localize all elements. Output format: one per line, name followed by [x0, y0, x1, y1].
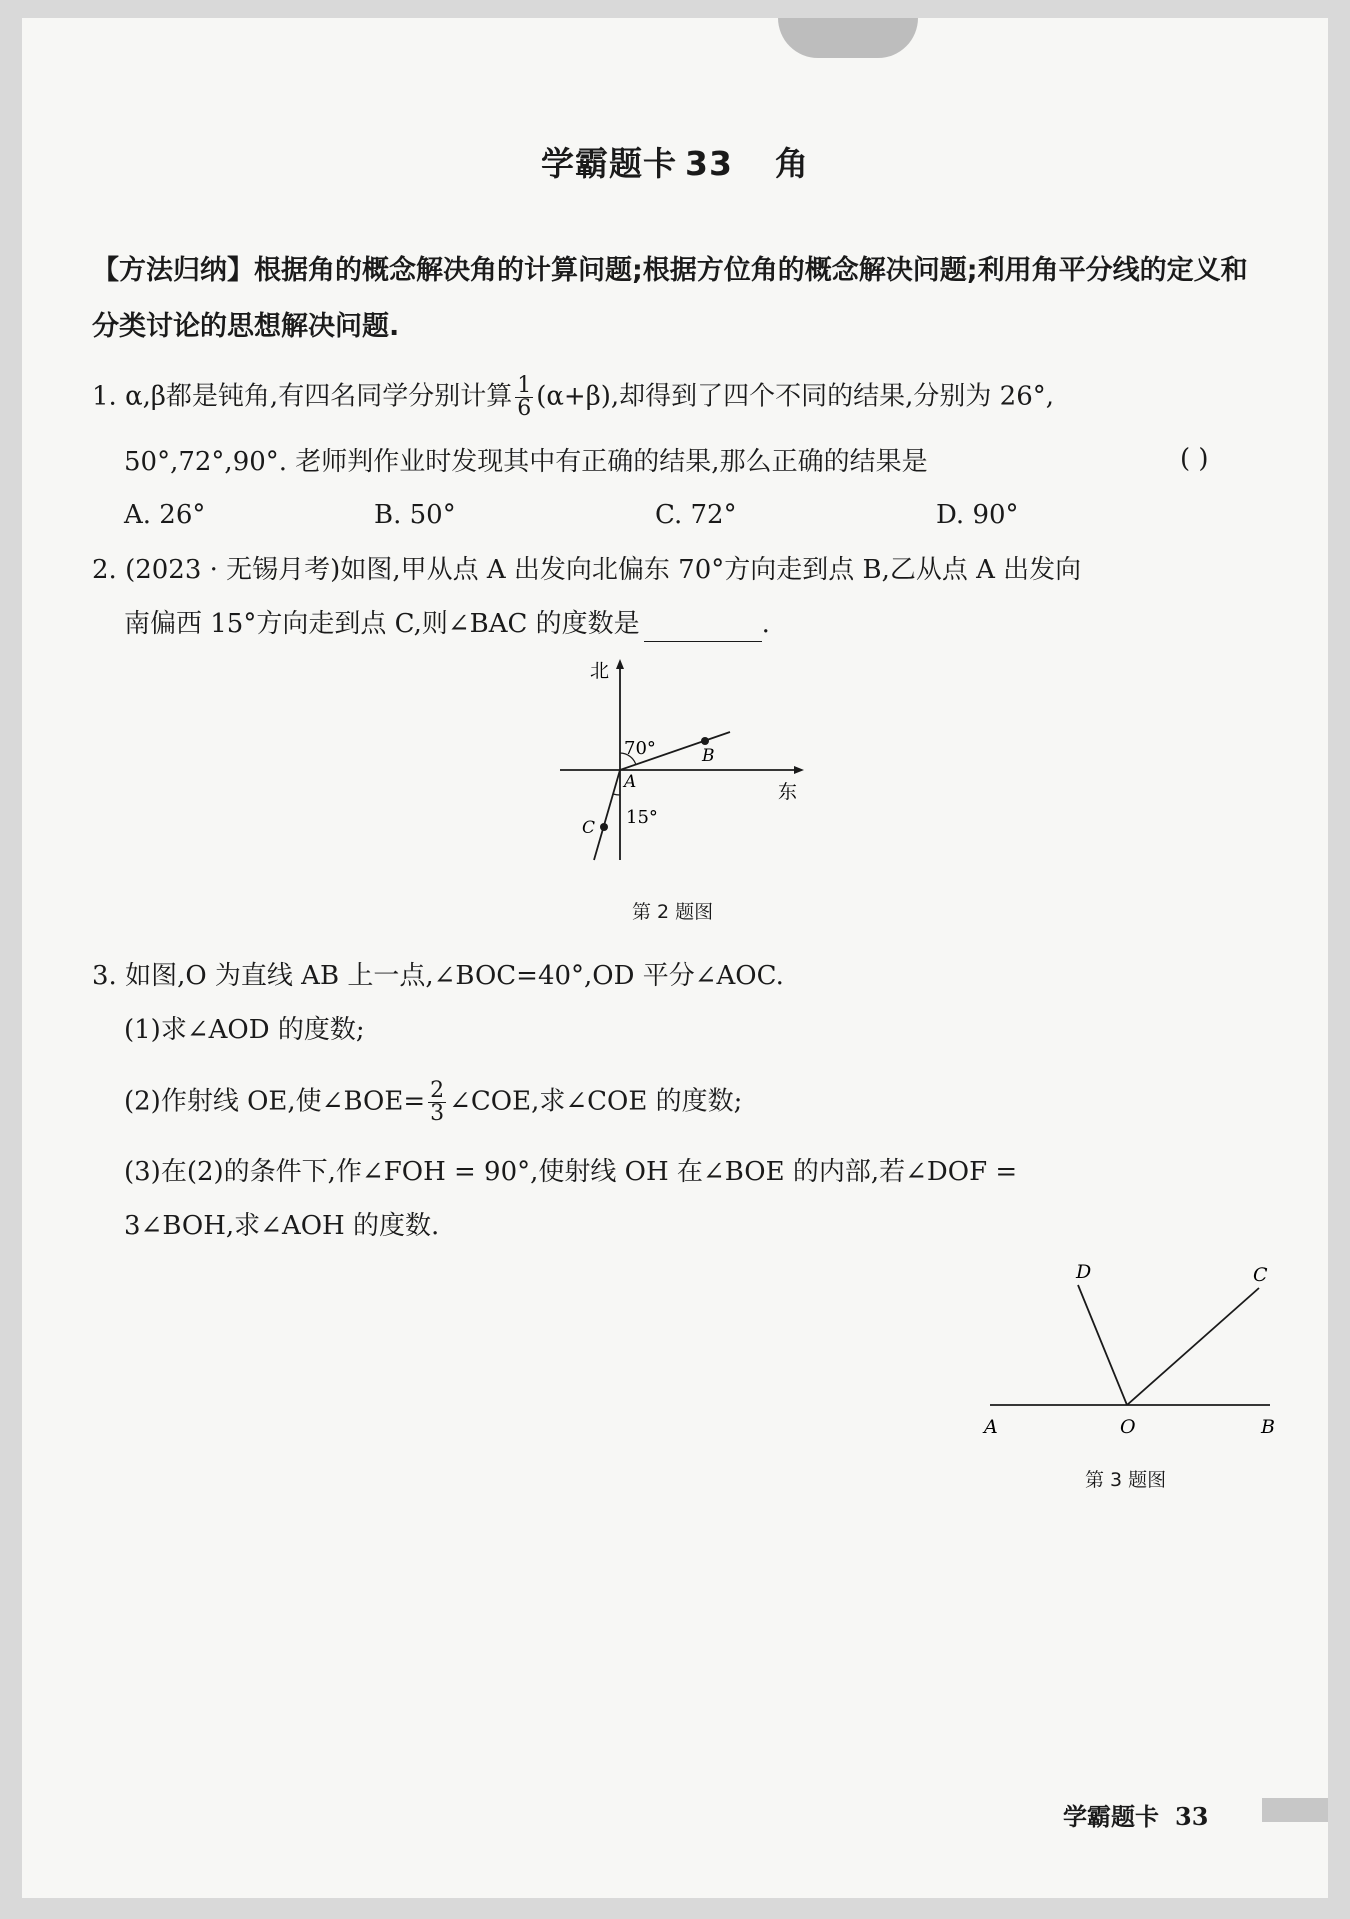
page-title [0, 138, 1350, 185]
q1-answer-paren: ( ) [1180, 444, 1209, 474]
q3-part3-line1: (3)在(2)的条件下,作∠FOH = 90°,使射线 OH 在∠BOE 的内部,若∠DOF = [124, 1157, 1018, 1187]
q1-option-b: B. 50° [374, 500, 456, 530]
ray-od [1078, 1285, 1127, 1405]
label-east: 东 [778, 781, 798, 803]
label-c: C [582, 818, 596, 838]
label-angle-70: 70° [624, 738, 656, 759]
label-a: A [624, 772, 637, 792]
q2-figure [550, 655, 810, 870]
label-angle-15: 15° [626, 807, 658, 828]
point-b [701, 737, 709, 745]
page-number: 33 [1175, 1802, 1209, 1831]
title-number: 33 [685, 144, 733, 183]
angle-15-arc [613, 794, 620, 795]
footer [1063, 1797, 1208, 1832]
q3-caption: 第 3 题图 [1085, 1469, 1167, 1491]
title-topic: 角 [774, 144, 809, 183]
q1-option-a: A. 26° [124, 500, 206, 530]
q3-frac-num: 2 [430, 1078, 445, 1103]
top-tab-decoration [778, 18, 918, 58]
method-text: 根据角的概念解决角的计算问题;根据方位角的概念解决问题;利用角平分线的定义和分类讨论的思想解决问题. [92, 255, 1248, 342]
label-c: C [1253, 1264, 1268, 1286]
east-arrow-icon [794, 766, 804, 774]
q1-line2: 50°,72°,90°. 老师判作业时发现其中有正确的结果,那么正确的结果是 [124, 447, 928, 477]
q3-part3-line2: 3∠BOH,求∠AOH 的度数. [124, 1211, 440, 1241]
footer-bar-decoration [1262, 1798, 1328, 1822]
method-summary [92, 243, 1272, 355]
north-arrow-icon [616, 659, 624, 669]
q2-text: 南偏西 15°方向走到点 C,则∠BAC 的度数是 [124, 609, 640, 639]
ray-ac [594, 770, 620, 860]
label-d: D [1076, 1261, 1092, 1283]
q3-fraction [428, 1080, 446, 1125]
q1-option-c: C. 72° [655, 500, 737, 530]
q2-line1: 2. (2023 · 无锡月考)如图,甲从点 A 出发向北偏东 70°方向走到点 B,乙从点 A 出发向 [92, 555, 1082, 585]
title-main: 学霸题卡 [541, 144, 678, 183]
q2-answer-blank[interactable] [644, 613, 762, 642]
q3-part2-text-a: (2)作射线 OE,使∠BOE= [124, 1086, 426, 1117]
q3-figure [970, 1255, 1280, 1440]
q1-frac-den: 6 [517, 396, 532, 421]
method-tag: 【方法归纳】 [92, 255, 254, 286]
q1-text-a: 1. α,β都是钝角,有四名同学分别计算 [92, 381, 513, 412]
q3-part2 [124, 1080, 742, 1125]
q1-line1 [92, 375, 1054, 420]
point-c [600, 823, 608, 831]
q2-caption: 第 2 题图 [632, 901, 714, 923]
q2-end: . [761, 609, 770, 639]
label-o: O [1120, 1416, 1136, 1438]
q1-option-d: D. 90° [936, 500, 1019, 530]
label-north: 北 [590, 660, 610, 682]
label-b: B [702, 746, 715, 766]
q1-frac-num: 1 [517, 373, 532, 398]
q1-text-b: (α+β),却得到了四个不同的结果,分别为 26°, [536, 381, 1055, 412]
q1-fraction [515, 375, 533, 420]
label-b: B [1261, 1416, 1275, 1438]
label-a: A [984, 1416, 998, 1438]
q2-line2 [124, 606, 770, 642]
q3-frac-den: 3 [430, 1101, 445, 1126]
q3-line1: 3. 如图,O 为直线 AB 上一点,∠BOC=40°,OD 平分∠AOC. [92, 961, 784, 991]
footer-label: 学霸题卡 [1063, 1803, 1159, 1831]
ray-oc [1127, 1288, 1259, 1405]
q3-part2-text-b: ∠COE,求∠COE 的度数; [449, 1086, 743, 1117]
q3-part1: (1)求∠AOD 的度数; [124, 1015, 365, 1045]
